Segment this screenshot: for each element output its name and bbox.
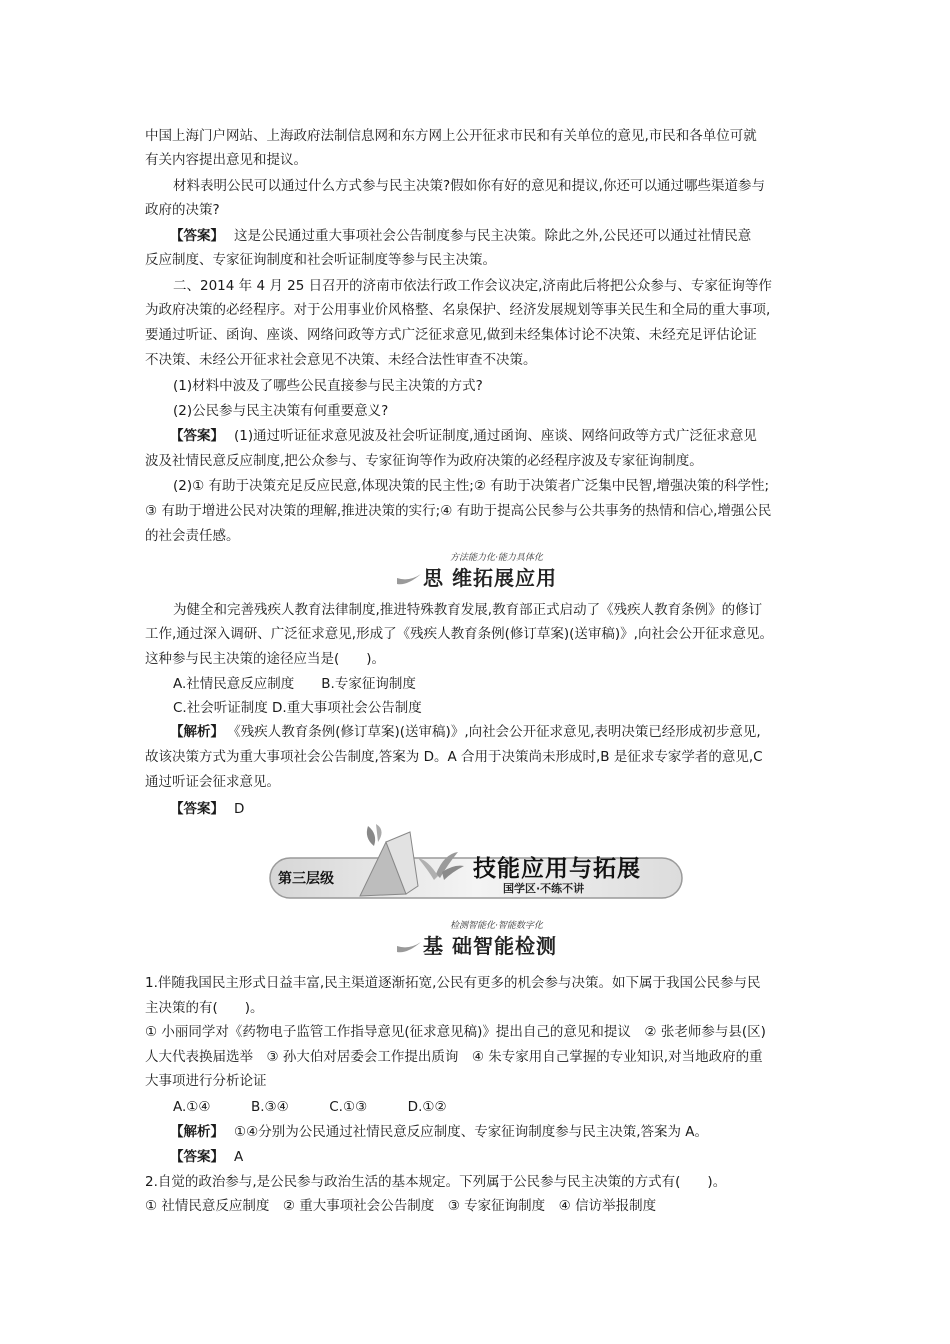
- analysis-line: 故该决策方式为重大事项社会公告制度,答案为 D。A 合用于决策尚未形成时,B 是征求专家学者的意见,C: [145, 749, 763, 765]
- answer-line: 的社会责任感。: [145, 528, 240, 544]
- section-title: 思 维拓展应用: [423, 566, 557, 590]
- level-title: 技能应用与拓展: [473, 856, 641, 882]
- question-line: 大事项进行分析论证: [145, 1073, 267, 1089]
- level-subtitle: 国学区·不练不讲: [503, 882, 585, 895]
- question-line: 主决策的有( )。: [145, 1000, 264, 1016]
- question-line: 1.伴随我国民主形式日益丰富,民主渠道逐渐拓宽,公民有更多的机会参与决策。如下属于我国公民参与民: [145, 975, 761, 991]
- option-line: A.社情民意反应制度 B.专家征询制度: [173, 676, 416, 692]
- analysis-text: 《残疾人教育条例(修订草案)(送审稿)》,向社会公开征求意见,表明决策已经形成初步意见,: [234, 724, 761, 740]
- answer-line: 波及社情民意反应制度,把公众参与、专家征询等作为政府决策的必经程序波及专家征询制度。: [145, 453, 703, 469]
- analysis-line: [170, 1122, 708, 1142]
- question-line: (2)公民参与民主决策有何重要意义?: [173, 403, 389, 419]
- analysis-text: ①④分别为公民通过社情民意反应制度、专家征询制度参与民主决策,答案为 A。: [234, 1124, 709, 1140]
- answer-line: [170, 799, 244, 819]
- answer-tag: 【答案】: [170, 1149, 224, 1165]
- question-line: 2.自觉的政治参与,是公民参与政治生活的基本规定。下列属于公民参与民主决策的方式有( )。: [145, 1174, 727, 1190]
- answer-line: ③ 有助于增进公民对决策的理解,推进决策的实行;④ 有助于提高公民参与公共事务的热情和信心,增强公民: [145, 503, 772, 519]
- question-line: 为健全和完善残疾人教育法律制度,推进特殊教育发展,教育部正式启动了《残疾人教育条例》的修订: [173, 602, 763, 618]
- question-line: 工作,通过深入调研、广泛征求意见,形成了《残疾人教育条例(修订草案)(送审稿)》,向社会公开征求意见。: [145, 626, 773, 642]
- answer-line: (2)① 有助于决策充足反应民意,体现决策的民主性;② 有助于决策者广泛集中民智,增强决策的科学性;: [173, 478, 770, 494]
- question-line: 政府的决策?: [145, 202, 220, 218]
- material-line: 要通过听证、函询、座谈、网络问政等方式广泛征求意见,做到未经集体讨论不决策、未经充足评估论证: [145, 327, 757, 343]
- option-line: A.①④ B.③④ C.①③ D.①②: [173, 1099, 447, 1115]
- level-label: 第三层级: [278, 871, 334, 887]
- analysis-tag: 【解析】: [170, 724, 224, 740]
- swoosh-icon: [395, 564, 423, 588]
- answer-line: [170, 1147, 243, 1167]
- question-line: 材料表明公民可以通过什么方式参与民主决策?假如你有好的意见和提议,你还可以通过哪些渠道参与: [173, 178, 765, 194]
- swoosh-icon: [395, 932, 423, 956]
- material-line: 不决策、未经公开征求社会意见不决策、未经合法性审查不决策。: [145, 352, 537, 368]
- material-line: 二、2014 年 4 月 25 日召开的济南市依法行政工作会议决定,济南此后将把公众参与、专家征询等作: [173, 278, 772, 294]
- section-title: 基 础智能检测: [423, 934, 557, 958]
- analysis-line: 通过听证会征求意见。: [145, 774, 280, 790]
- answer-text: A: [234, 1149, 244, 1165]
- answer-line: 反应制度、专家征询制度和社会听证制度等参与民主决策。: [145, 252, 496, 268]
- analysis-line: [170, 722, 761, 742]
- paragraph-line: 中国上海门户网站、上海政府法制信息网和东方网上公开征求市民和有关单位的意见,市民和各单位可就: [145, 128, 757, 144]
- analysis-tag: 【解析】: [170, 1124, 224, 1140]
- answer-tag: 【答案】: [170, 228, 224, 244]
- question-line: ① 小丽同学对《药物电子监管工作指导意见(征求意见稿)》提出自己的意见和提议 ② 张老师参与县(区): [145, 1024, 766, 1040]
- level-banner: [268, 824, 688, 904]
- option-line: C.社会听证制度 D.重大事项社会公告制度: [173, 700, 422, 716]
- answer-line: [170, 426, 757, 446]
- answer-tag: 【答案】: [170, 428, 224, 444]
- section-banner-basic: [395, 918, 595, 958]
- answer-text: D: [234, 801, 245, 817]
- section-banner-thinking: [395, 550, 595, 590]
- answer-line: [170, 226, 751, 246]
- answer-text: (1)通过听证征求意见波及社会听证制度,通过函询、座谈、网络问政等方式广泛征求意见: [234, 428, 757, 444]
- answer-text: 这是公民通过重大事项社会公告制度参与民主决策。除此之外,公民还可以通过社情民意: [234, 228, 752, 244]
- question-line: 这种参与民主决策的途径应当是( )。: [145, 651, 386, 667]
- material-line: 为政府决策的必经程序。对于公用事业价风格整、名泉保护、经济发展规划等事关民生和全局的重大事项,: [145, 302, 771, 318]
- answer-tag: 【答案】: [170, 801, 224, 817]
- question-line: 人大代表换届选举 ③ 孙大伯对居委会工作提出质询 ④ 朱专家用自己掌握的专业知识,对当地政府的重: [145, 1049, 763, 1065]
- question-line: ① 社情民意反应制度 ② 重大事项社会公告制度 ③ 专家征询制度 ④ 信访举报制度: [145, 1198, 657, 1214]
- section-subtitle: 检测智能化·智能数字化: [450, 921, 543, 931]
- section-subtitle: 方法能力化·能力具体化: [450, 553, 543, 563]
- question-line: (1)材料中波及了哪些公民直接参与民主决策的方式?: [173, 378, 483, 394]
- paragraph-line: 有关内容提出意见和提议。: [145, 152, 307, 168]
